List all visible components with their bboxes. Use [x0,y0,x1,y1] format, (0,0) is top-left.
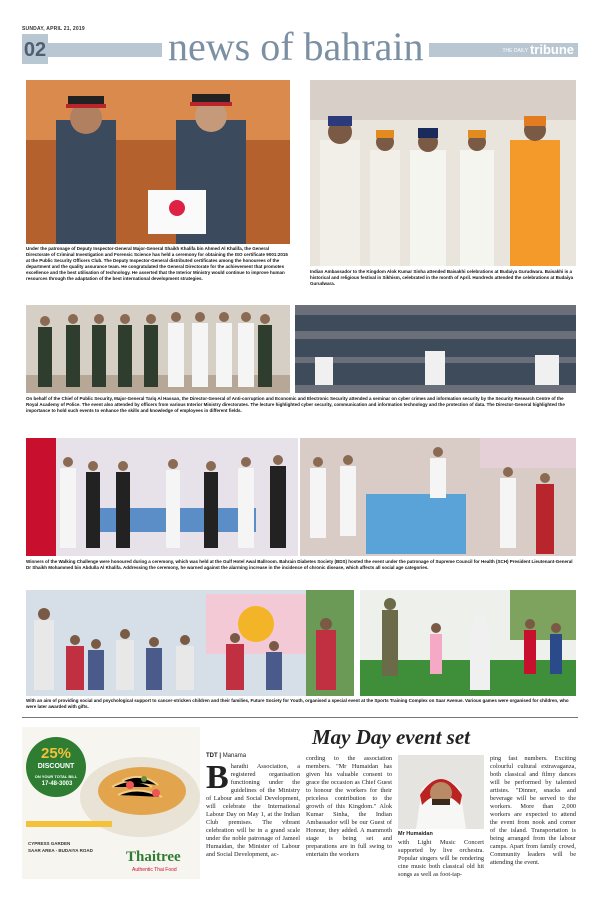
brand-small: THE DAILY [502,47,528,54]
photo-humaidan [398,755,484,829]
brand-name: tribune [529,42,574,57]
byline-tag: TDT [206,753,218,759]
photo-baisakhi [310,80,576,266]
newspaper-brand [502,42,574,57]
section-title: news of bahrain [162,27,429,67]
article-column-4: ping fast numbers. Exciting colourful cultural extravaganza, both classical and filmy dances will be performed by talented artistes. "Dinner, snacks and beverage will be served to the workers. More than 2,000 workers are expected to attend the event from nook and corner of the island. Transportation is being arranged from the labour camps. Apart from family crowd, Community leaders will be attending the event. [490,755,576,866]
photo-cyber-seminar-audience [295,305,576,393]
thaitree-ad[interactable] [22,727,200,879]
ad-phone: 17-48-3003 [41,781,73,787]
photo-caption-humaidan: Mr Humaidan [398,831,433,837]
ad-location-2: SAAR AREA - BUDAIYA ROAD [28,848,93,853]
ad-discount-percent: 25% [40,745,72,762]
caption-baisakhi: Indian Ambassador to the Kingdom Alok Kumar Sinha attended Baisakhi celebrations at Budaiya Gurudwara. Baisakhi is a historical and religious festival in Sikhism, celebrated in the month of April. Hundreds attended the celebrations at Budaiya Gurudwara. [310,269,574,286]
photo-walking-challenge [26,438,298,556]
byline: TDT | Manama [206,753,247,759]
caption-cyber-seminar: On behalf of the Chief of Public Security, Major-General Tariq Al Hassan, the Director-General of Anti-corruption and Economic and Electronic Security attended a seminar on cyber crimes and information security by the Security Research Centre of the Royal Academy of Police. The event also attended by officers from various Interior Ministry directorates. The lecture highlighted cyber security, communication and information technology and the protection of data. The Director-General highlighted the importance to hold such events to enhance the skills and knowledge of employees in different fields. [26,396,565,413]
caption-children-event: With an aim of providing social and psychological support to cancer-stricken children and their families, Future Society for Youth, organised a special event at the Sports Training Complex on Saar Avenue. Various games were organised for children, who were later awarded with gifts. [26,698,569,709]
ad-discount-word: DISCOUNT [37,763,75,770]
photo-children-event [26,590,354,696]
article-column-3: with Light Music Concert supported by live orchestra. Popular singers will be rendering cine music both classical old hit songs as well as foot-tap- [398,839,484,878]
article-column-2: cording to the association members. "Mr Humaidan has given his valuable consent to grace the occasion as Chief Guest to honour the workers for their priceless contribution to the growth of this Kingdom." Alok Kumar Sinha, the Indian Ambassador will be our Guest of Honour, they added. A mammoth stage is being set and preparations are in full swing to entertain the workers [306,755,392,858]
ad-tagline: Authentic Thai Food [132,867,177,873]
section-divider [22,717,578,718]
drop-cap: B [206,763,229,796]
ad-location-1: CYPRESS GARDEN [28,841,71,846]
column-1-text: harathi Association, a registered organisation functioning under the guidelines of the Ministry of Labour and Social Development, will celebrate the International Labour Day on May 1, at the Indian Club premises. The vibrant celebration will be in a grand scale under the noble patronage of Jameel Humaidan, the Minister of Labour and Social Development, ac- [206,763,300,858]
photo-diabetes-society [300,438,576,556]
photo-sports-complex [360,590,576,696]
photo-cyber-seminar-group [26,305,290,393]
page-number: 02 [22,34,48,64]
article-column-1 [206,763,300,881]
caption-walking-challenge: Winners of the Walking Challenge were honoured during a ceremony, which was held at the Gulf Hotel Awal Ballroom. Bahrain Diabetes Society (BDS) hosted the event under the patronage of Supreme Council for Health (SCH) President Lieutenant-General Dr Shaikh Mohammed bin Abdulla Al Khalifa. Addressing the ceremony, he warned against the alarming increase in the incidence of chronic disease, which affects all social age categories. [26,559,573,570]
ad-brand: Thaitree [126,849,181,865]
dateline: SUNDAY, APRIL 21, 2019 [22,26,85,32]
ad-subline: ON YOUR TOTAL BILL [34,774,78,779]
byline-place: Manama [222,753,247,759]
photo-iso-ceremony [26,80,290,244]
caption-iso-ceremony: Under the patronage of Deputy Inspector-General Major-General Shaikh Khalifa bin Ahmed Al Khalifa, the General Directorate of Criminal Investigation and Forensic Science has held a ceremony for obtaining the ISO certificate 9001:2015 at the Public Security Officers Club. The Deputy Inspector-General distributed certificates among the honourees of the department and the quality assurance team. He congratulated the General Directorate for the achievement that promotes excellence and the best utilisation of technology. He asserted that the Interior Ministry would continue to improve human resources through the adaptation of the best international development strategies. [26,246,288,281]
article-title: May Day event set [311,725,471,749]
